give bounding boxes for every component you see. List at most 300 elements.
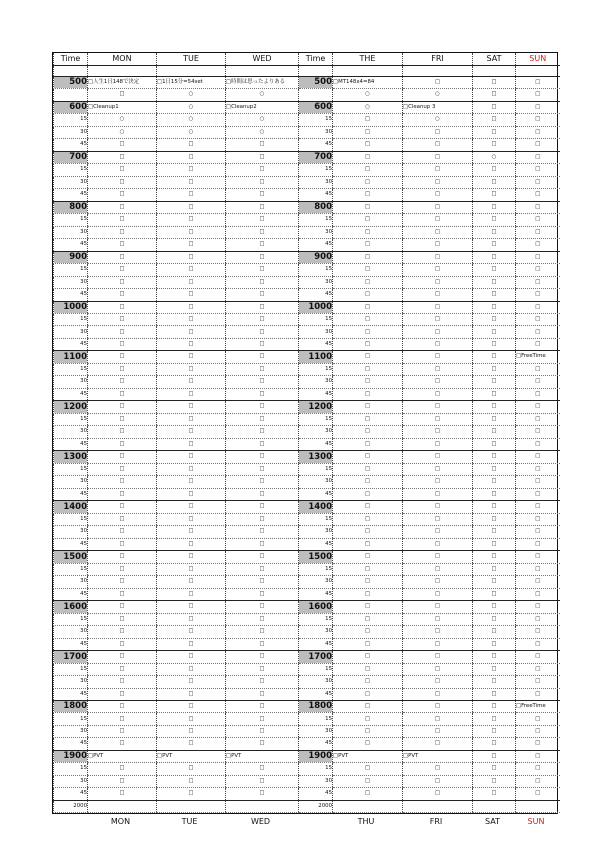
schedule-checkbox-cell[interactable]: □ bbox=[473, 101, 516, 113]
schedule-checkbox-cell[interactable]: □ bbox=[403, 264, 473, 276]
schedule-checkbox-cell[interactable]: □ bbox=[403, 289, 473, 301]
schedule-checkbox-cell[interactable]: □ bbox=[333, 676, 403, 688]
schedule-checkbox-cell[interactable]: □ bbox=[226, 164, 299, 176]
schedule-checkbox-cell[interactable]: □ bbox=[403, 351, 473, 363]
schedule-checkbox-cell[interactable]: □ bbox=[403, 588, 473, 600]
schedule-checkbox-cell[interactable]: □ bbox=[473, 401, 516, 413]
schedule-checkbox-cell[interactable]: ○ bbox=[226, 89, 299, 101]
schedule-checkbox-cell[interactable]: □ bbox=[88, 613, 157, 625]
schedule-checkbox-cell[interactable]: □ bbox=[88, 338, 157, 350]
schedule-checkbox-cell[interactable]: □FreeTime bbox=[516, 351, 560, 363]
schedule-checkbox-cell[interactable]: □ bbox=[333, 313, 403, 325]
schedule-checkbox-cell[interactable]: □ bbox=[157, 551, 226, 563]
schedule-checkbox-cell[interactable]: □ bbox=[157, 576, 226, 588]
schedule-checkbox-cell[interactable]: □ bbox=[516, 651, 560, 663]
schedule-checkbox-cell[interactable]: □ bbox=[88, 488, 157, 500]
schedule-checkbox-cell[interactable]: □ bbox=[333, 626, 403, 638]
schedule-checkbox-cell[interactable]: □ bbox=[88, 738, 157, 750]
schedule-checkbox-cell[interactable]: □ bbox=[88, 164, 157, 176]
schedule-checkbox-cell[interactable]: □ bbox=[333, 551, 403, 563]
schedule-checkbox-cell[interactable]: □ bbox=[157, 301, 226, 313]
schedule-checkbox-cell[interactable]: □ bbox=[403, 775, 473, 787]
schedule-checkbox-cell[interactable]: □ bbox=[473, 214, 516, 226]
schedule-checkbox-cell[interactable]: □ bbox=[88, 451, 157, 463]
schedule-checkbox-cell[interactable]: □ bbox=[473, 413, 516, 425]
schedule-checkbox-cell[interactable]: □ bbox=[473, 601, 516, 613]
schedule-checkbox-cell[interactable]: □ bbox=[333, 351, 403, 363]
schedule-checkbox-cell[interactable]: □ bbox=[333, 151, 403, 163]
schedule-checkbox-cell[interactable]: □ bbox=[157, 438, 226, 450]
schedule-checkbox-cell[interactable]: □ bbox=[88, 376, 157, 388]
schedule-checkbox-cell[interactable]: □ bbox=[88, 538, 157, 550]
schedule-checkbox-cell[interactable]: □MT148x4=84 bbox=[333, 76, 403, 88]
schedule-checkbox-cell[interactable]: □ bbox=[226, 176, 299, 188]
schedule-checkbox-cell[interactable]: □ bbox=[473, 563, 516, 575]
schedule-checkbox-cell[interactable]: □ bbox=[473, 651, 516, 663]
schedule-checkbox-cell[interactable]: □PVT bbox=[88, 750, 157, 762]
schedule-checkbox-cell[interactable]: □ bbox=[473, 426, 516, 438]
schedule-checkbox-cell[interactable]: □ bbox=[157, 676, 226, 688]
schedule-checkbox-cell[interactable]: □ bbox=[473, 264, 516, 276]
schedule-checkbox-cell[interactable]: □ bbox=[333, 526, 403, 538]
schedule-checkbox-cell[interactable]: □ bbox=[88, 326, 157, 338]
schedule-checkbox-cell[interactable]: □ bbox=[226, 438, 299, 450]
schedule-checkbox-cell[interactable]: □ bbox=[333, 538, 403, 550]
schedule-checkbox-cell[interactable]: □ bbox=[157, 775, 226, 787]
schedule-checkbox-cell[interactable]: □PVT bbox=[333, 750, 403, 762]
schedule-checkbox-cell[interactable]: □ bbox=[226, 214, 299, 226]
schedule-checkbox-cell[interactable]: □ bbox=[88, 788, 157, 800]
schedule-checkbox-cell[interactable]: □ bbox=[226, 676, 299, 688]
schedule-checkbox-cell[interactable]: □ bbox=[516, 576, 560, 588]
schedule-checkbox-cell[interactable]: □ bbox=[473, 326, 516, 338]
schedule-checkbox-cell[interactable]: □ bbox=[473, 276, 516, 288]
schedule-checkbox-cell[interactable]: □ bbox=[333, 651, 403, 663]
schedule-checkbox-cell[interactable]: □ bbox=[473, 725, 516, 737]
schedule-checkbox-cell[interactable]: □ bbox=[226, 526, 299, 538]
schedule-checkbox-cell[interactable]: □ bbox=[157, 201, 226, 213]
schedule-checkbox-cell[interactable]: □ bbox=[403, 376, 473, 388]
schedule-checkbox-cell[interactable]: □ bbox=[88, 401, 157, 413]
schedule-checkbox-cell[interactable]: □ bbox=[226, 226, 299, 238]
schedule-checkbox-cell[interactable]: □ bbox=[333, 413, 403, 425]
schedule-checkbox-cell[interactable]: □ bbox=[516, 239, 560, 251]
schedule-checkbox-cell[interactable]: □ bbox=[403, 476, 473, 488]
schedule-checkbox-cell[interactable]: □ bbox=[88, 226, 157, 238]
schedule-checkbox-cell[interactable]: ○ bbox=[226, 114, 299, 126]
schedule-checkbox-cell[interactable]: □ bbox=[157, 638, 226, 650]
schedule-checkbox-cell[interactable]: □ bbox=[473, 226, 516, 238]
schedule-checkbox-cell[interactable]: □ bbox=[403, 226, 473, 238]
schedule-checkbox-cell[interactable]: ○ bbox=[333, 101, 403, 113]
schedule-checkbox-cell[interactable]: □ bbox=[157, 388, 226, 400]
schedule-checkbox-cell[interactable]: □ bbox=[88, 638, 157, 650]
schedule-checkbox-cell[interactable]: □ bbox=[516, 526, 560, 538]
schedule-checkbox-cell[interactable]: □ bbox=[333, 713, 403, 725]
schedule-checkbox-cell[interactable]: □ bbox=[516, 276, 560, 288]
schedule-checkbox-cell[interactable]: □ bbox=[516, 426, 560, 438]
schedule-checkbox-cell[interactable]: □ bbox=[88, 301, 157, 313]
schedule-checkbox-cell[interactable]: □ bbox=[473, 551, 516, 563]
schedule-checkbox-cell[interactable]: □ bbox=[516, 551, 560, 563]
schedule-checkbox-cell[interactable]: □ bbox=[473, 576, 516, 588]
schedule-checkbox-cell[interactable]: □ bbox=[403, 326, 473, 338]
schedule-checkbox-cell[interactable]: □ bbox=[516, 289, 560, 301]
schedule-checkbox-cell[interactable]: □ bbox=[516, 388, 560, 400]
schedule-checkbox-cell[interactable]: □ bbox=[226, 426, 299, 438]
schedule-checkbox-cell[interactable]: □ bbox=[226, 501, 299, 513]
schedule-checkbox-cell[interactable]: □ bbox=[157, 763, 226, 775]
schedule-checkbox-cell[interactable]: □ bbox=[473, 676, 516, 688]
schedule-checkbox-cell[interactable]: □ bbox=[516, 538, 560, 550]
schedule-checkbox-cell[interactable]: □ bbox=[333, 613, 403, 625]
schedule-checkbox-cell[interactable]: □ bbox=[473, 663, 516, 675]
schedule-checkbox-cell[interactable]: □ bbox=[403, 551, 473, 563]
schedule-checkbox-cell[interactable]: □ bbox=[516, 164, 560, 176]
schedule-checkbox-cell[interactable]: □ bbox=[516, 588, 560, 600]
schedule-checkbox-cell[interactable]: □ bbox=[473, 301, 516, 313]
schedule-checkbox-cell[interactable]: □ bbox=[157, 688, 226, 700]
schedule-checkbox-cell[interactable]: □ bbox=[226, 401, 299, 413]
schedule-checkbox-cell[interactable]: □ bbox=[403, 725, 473, 737]
schedule-checkbox-cell[interactable]: □ bbox=[403, 201, 473, 213]
schedule-checkbox-cell[interactable]: □ bbox=[403, 151, 473, 163]
schedule-checkbox-cell[interactable]: □ bbox=[88, 351, 157, 363]
schedule-checkbox-cell[interactable]: □ bbox=[473, 701, 516, 713]
schedule-checkbox-cell[interactable]: □ bbox=[88, 214, 157, 226]
schedule-checkbox-cell[interactable]: □ bbox=[403, 463, 473, 475]
schedule-checkbox-cell[interactable]: □ bbox=[333, 576, 403, 588]
schedule-checkbox-cell[interactable]: □ bbox=[88, 501, 157, 513]
schedule-checkbox-cell[interactable]: □ bbox=[333, 438, 403, 450]
schedule-checkbox-cell[interactable]: □ bbox=[157, 276, 226, 288]
schedule-checkbox-cell[interactable]: □ bbox=[226, 326, 299, 338]
schedule-checkbox-cell[interactable]: □ bbox=[333, 251, 403, 263]
schedule-checkbox-cell[interactable]: □ bbox=[157, 426, 226, 438]
schedule-checkbox-cell[interactable]: □ bbox=[516, 775, 560, 787]
schedule-checkbox-cell[interactable]: □ bbox=[226, 713, 299, 725]
schedule-checkbox-cell[interactable]: □ bbox=[88, 151, 157, 163]
schedule-checkbox-cell[interactable]: □ bbox=[157, 501, 226, 513]
schedule-checkbox-cell[interactable]: □ bbox=[473, 176, 516, 188]
schedule-checkbox-cell[interactable]: □ bbox=[516, 638, 560, 650]
schedule-checkbox-cell[interactable]: □ bbox=[403, 251, 473, 263]
schedule-checkbox-cell[interactable]: □ bbox=[88, 601, 157, 613]
schedule-checkbox-cell[interactable]: □ bbox=[157, 476, 226, 488]
schedule-checkbox-cell[interactable]: □ bbox=[226, 251, 299, 263]
schedule-checkbox-cell[interactable]: □ bbox=[88, 176, 157, 188]
schedule-checkbox-cell[interactable]: □ bbox=[516, 139, 560, 151]
schedule-checkbox-cell[interactable]: □ bbox=[473, 438, 516, 450]
schedule-checkbox-cell[interactable]: □ bbox=[403, 613, 473, 625]
schedule-checkbox-cell[interactable]: □時間は思ったよりある bbox=[226, 76, 299, 88]
schedule-checkbox-cell[interactable]: □ bbox=[226, 576, 299, 588]
schedule-checkbox-cell[interactable]: □ bbox=[403, 526, 473, 538]
schedule-checkbox-cell[interactable]: □ bbox=[226, 301, 299, 313]
schedule-checkbox-cell[interactable]: □ bbox=[516, 151, 560, 163]
schedule-checkbox-cell[interactable]: □ bbox=[516, 713, 560, 725]
schedule-checkbox-cell[interactable]: □ bbox=[516, 126, 560, 138]
schedule-checkbox-cell[interactable]: □PVT bbox=[403, 750, 473, 762]
schedule-checkbox-cell[interactable]: □ bbox=[157, 526, 226, 538]
schedule-checkbox-cell[interactable]: □ bbox=[473, 513, 516, 525]
schedule-checkbox-cell[interactable]: □ bbox=[157, 663, 226, 675]
schedule-checkbox-cell[interactable]: □ bbox=[157, 338, 226, 350]
schedule-checkbox-cell[interactable]: □ bbox=[226, 488, 299, 500]
schedule-checkbox-cell[interactable]: □ bbox=[333, 638, 403, 650]
schedule-checkbox-cell[interactable]: □ bbox=[403, 76, 473, 88]
schedule-checkbox-cell[interactable]: □ bbox=[88, 139, 157, 151]
schedule-checkbox-cell[interactable]: □ bbox=[403, 388, 473, 400]
schedule-checkbox-cell[interactable]: □ bbox=[333, 326, 403, 338]
schedule-checkbox-cell[interactable]: □ bbox=[157, 313, 226, 325]
schedule-checkbox-cell[interactable]: □ bbox=[403, 488, 473, 500]
schedule-checkbox-cell[interactable]: □ bbox=[473, 351, 516, 363]
schedule-checkbox-cell[interactable]: □ bbox=[516, 725, 560, 737]
schedule-checkbox-cell[interactable]: □ bbox=[157, 151, 226, 163]
schedule-checkbox-cell[interactable]: □ bbox=[403, 788, 473, 800]
schedule-checkbox-cell[interactable]: □ bbox=[516, 114, 560, 126]
schedule-checkbox-cell[interactable]: □ bbox=[403, 688, 473, 700]
schedule-checkbox-cell[interactable]: □ bbox=[333, 563, 403, 575]
schedule-checkbox-cell[interactable]: □ bbox=[473, 626, 516, 638]
schedule-checkbox-cell[interactable]: □ bbox=[333, 588, 403, 600]
schedule-checkbox-cell[interactable]: □ bbox=[333, 788, 403, 800]
schedule-checkbox-cell[interactable]: □ bbox=[403, 651, 473, 663]
schedule-checkbox-cell[interactable]: □ bbox=[473, 126, 516, 138]
schedule-checkbox-cell[interactable]: □ bbox=[88, 413, 157, 425]
schedule-checkbox-cell[interactable]: □ bbox=[88, 626, 157, 638]
schedule-checkbox-cell[interactable]: □ bbox=[157, 401, 226, 413]
schedule-checkbox-cell[interactable]: □ bbox=[516, 501, 560, 513]
schedule-checkbox-cell[interactable]: □ bbox=[157, 413, 226, 425]
schedule-checkbox-cell[interactable]: □ bbox=[333, 139, 403, 151]
schedule-checkbox-cell[interactable]: □ bbox=[226, 738, 299, 750]
schedule-checkbox-cell[interactable]: □ bbox=[333, 114, 403, 126]
schedule-checkbox-cell[interactable]: □ bbox=[157, 214, 226, 226]
schedule-checkbox-cell[interactable]: □ bbox=[516, 338, 560, 350]
schedule-checkbox-cell[interactable]: □ bbox=[473, 139, 516, 151]
schedule-checkbox-cell[interactable]: ○ bbox=[157, 114, 226, 126]
schedule-checkbox-cell[interactable]: □ bbox=[333, 451, 403, 463]
schedule-checkbox-cell[interactable]: □PVT bbox=[226, 750, 299, 762]
schedule-checkbox-cell[interactable]: □ bbox=[516, 201, 560, 213]
schedule-checkbox-cell[interactable]: □ bbox=[226, 239, 299, 251]
schedule-checkbox-cell[interactable]: □ bbox=[333, 763, 403, 775]
schedule-checkbox-cell[interactable]: □ bbox=[333, 363, 403, 375]
schedule-checkbox-cell[interactable]: □ bbox=[88, 276, 157, 288]
schedule-checkbox-cell[interactable]: □ bbox=[226, 413, 299, 425]
schedule-checkbox-cell[interactable]: □ bbox=[403, 538, 473, 550]
schedule-checkbox-cell[interactable]: ○ bbox=[403, 89, 473, 101]
schedule-checkbox-cell[interactable]: □ bbox=[226, 151, 299, 163]
schedule-checkbox-cell[interactable]: □ bbox=[333, 176, 403, 188]
schedule-checkbox-cell[interactable]: □ bbox=[88, 463, 157, 475]
schedule-checkbox-cell[interactable]: □ bbox=[516, 563, 560, 575]
schedule-checkbox-cell[interactable]: □ bbox=[333, 401, 403, 413]
schedule-checkbox-cell[interactable]: ○ bbox=[88, 126, 157, 138]
schedule-checkbox-cell[interactable]: □ bbox=[403, 126, 473, 138]
schedule-checkbox-cell[interactable]: □ bbox=[157, 164, 226, 176]
schedule-checkbox-cell[interactable]: □ bbox=[88, 239, 157, 251]
schedule-checkbox-cell[interactable]: □ bbox=[157, 139, 226, 151]
schedule-checkbox-cell[interactable]: □ bbox=[403, 713, 473, 725]
schedule-checkbox-cell[interactable]: □ bbox=[226, 276, 299, 288]
schedule-checkbox-cell[interactable]: □ bbox=[473, 89, 516, 101]
schedule-checkbox-cell[interactable]: □ bbox=[403, 164, 473, 176]
schedule-checkbox-cell[interactable]: □ bbox=[473, 338, 516, 350]
schedule-checkbox-cell[interactable]: □ bbox=[516, 613, 560, 625]
schedule-checkbox-cell[interactable]: □ bbox=[333, 126, 403, 138]
schedule-checkbox-cell[interactable]: ○ bbox=[88, 114, 157, 126]
schedule-checkbox-cell[interactable]: □ bbox=[516, 451, 560, 463]
schedule-checkbox-cell[interactable]: □ bbox=[226, 775, 299, 787]
schedule-checkbox-cell[interactable]: □ bbox=[473, 189, 516, 201]
schedule-checkbox-cell[interactable]: □ bbox=[516, 189, 560, 201]
schedule-checkbox-cell[interactable]: □ bbox=[333, 189, 403, 201]
schedule-checkbox-cell[interactable]: □ bbox=[473, 251, 516, 263]
schedule-checkbox-cell[interactable]: □ bbox=[226, 663, 299, 675]
schedule-checkbox-cell[interactable]: □ bbox=[403, 738, 473, 750]
schedule-checkbox-cell[interactable]: □ bbox=[88, 651, 157, 663]
schedule-checkbox-cell[interactable]: ○ bbox=[226, 126, 299, 138]
schedule-checkbox-cell[interactable]: □ bbox=[88, 576, 157, 588]
schedule-checkbox-cell[interactable]: □ bbox=[403, 313, 473, 325]
schedule-checkbox-cell[interactable]: □ bbox=[516, 376, 560, 388]
schedule-checkbox-cell[interactable]: □ bbox=[403, 401, 473, 413]
schedule-checkbox-cell[interactable]: ○ bbox=[473, 151, 516, 163]
schedule-checkbox-cell[interactable]: □ bbox=[333, 239, 403, 251]
schedule-checkbox-cell[interactable]: □ bbox=[226, 451, 299, 463]
schedule-checkbox-cell[interactable]: □ bbox=[473, 638, 516, 650]
schedule-checkbox-cell[interactable]: □ bbox=[333, 488, 403, 500]
schedule-checkbox-cell[interactable]: □ bbox=[333, 388, 403, 400]
schedule-checkbox-cell[interactable]: ○ bbox=[333, 89, 403, 101]
schedule-checkbox-cell[interactable]: □ bbox=[516, 101, 560, 113]
schedule-checkbox-cell[interactable]: □ bbox=[88, 688, 157, 700]
schedule-checkbox-cell[interactable]: □ bbox=[226, 638, 299, 650]
schedule-checkbox-cell[interactable]: □ bbox=[473, 76, 516, 88]
schedule-checkbox-cell[interactable]: □ bbox=[226, 313, 299, 325]
schedule-checkbox-cell[interactable]: □ bbox=[226, 588, 299, 600]
schedule-checkbox-cell[interactable]: □ bbox=[333, 201, 403, 213]
schedule-checkbox-cell[interactable]: □ bbox=[88, 313, 157, 325]
schedule-checkbox-cell[interactable]: □ bbox=[88, 763, 157, 775]
schedule-checkbox-cell[interactable]: □ bbox=[516, 214, 560, 226]
schedule-checkbox-cell[interactable]: □ bbox=[403, 139, 473, 151]
schedule-checkbox-cell[interactable]: □FreeTime bbox=[516, 701, 560, 713]
schedule-checkbox-cell[interactable]: □ bbox=[473, 313, 516, 325]
schedule-checkbox-cell[interactable]: □ bbox=[226, 601, 299, 613]
schedule-checkbox-cell[interactable]: □ bbox=[473, 239, 516, 251]
schedule-checkbox-cell[interactable]: □ bbox=[226, 788, 299, 800]
schedule-checkbox-cell[interactable]: □ bbox=[88, 676, 157, 688]
schedule-checkbox-cell[interactable]: □ bbox=[226, 563, 299, 575]
schedule-checkbox-cell[interactable]: □ bbox=[516, 176, 560, 188]
schedule-checkbox-cell[interactable]: □ bbox=[333, 376, 403, 388]
schedule-checkbox-cell[interactable]: □ bbox=[88, 438, 157, 450]
schedule-checkbox-cell[interactable]: □ bbox=[157, 376, 226, 388]
schedule-checkbox-cell[interactable]: □ bbox=[157, 251, 226, 263]
schedule-checkbox-cell[interactable]: □ bbox=[226, 463, 299, 475]
schedule-checkbox-cell[interactable]: □ bbox=[516, 476, 560, 488]
schedule-checkbox-cell[interactable]: □ bbox=[516, 226, 560, 238]
schedule-checkbox-cell[interactable]: □ bbox=[516, 788, 560, 800]
schedule-checkbox-cell[interactable]: □ bbox=[333, 463, 403, 475]
schedule-checkbox-cell[interactable]: □ bbox=[473, 788, 516, 800]
schedule-checkbox-cell[interactable]: □Cleanup 3 bbox=[403, 101, 473, 113]
schedule-checkbox-cell[interactable]: □ bbox=[157, 326, 226, 338]
schedule-checkbox-cell[interactable]: □ bbox=[403, 438, 473, 450]
schedule-checkbox-cell[interactable]: □ bbox=[157, 363, 226, 375]
schedule-checkbox-cell[interactable]: □ bbox=[226, 725, 299, 737]
schedule-checkbox-cell[interactable]: □ bbox=[403, 638, 473, 650]
schedule-checkbox-cell[interactable]: □ bbox=[88, 663, 157, 675]
schedule-checkbox-cell[interactable]: □ bbox=[333, 688, 403, 700]
schedule-checkbox-cell[interactable]: □ bbox=[516, 763, 560, 775]
schedule-checkbox-cell[interactable]: □ bbox=[473, 526, 516, 538]
schedule-checkbox-cell[interactable]: □ bbox=[88, 264, 157, 276]
schedule-checkbox-cell[interactable]: □ bbox=[516, 676, 560, 688]
schedule-checkbox-cell[interactable]: □ bbox=[226, 476, 299, 488]
schedule-checkbox-cell[interactable]: □ bbox=[157, 513, 226, 525]
schedule-checkbox-cell[interactable]: □ bbox=[516, 688, 560, 700]
schedule-checkbox-cell[interactable]: □ bbox=[473, 501, 516, 513]
schedule-checkbox-cell[interactable]: □ bbox=[403, 176, 473, 188]
schedule-checkbox-cell[interactable]: □Cleanup2 bbox=[226, 101, 299, 113]
schedule-checkbox-cell[interactable]: □ bbox=[473, 164, 516, 176]
schedule-checkbox-cell[interactable]: ○ bbox=[157, 101, 226, 113]
schedule-checkbox-cell[interactable]: □Cleanup1 bbox=[88, 101, 157, 113]
schedule-checkbox-cell[interactable]: □ bbox=[333, 501, 403, 513]
schedule-checkbox-cell[interactable]: □ bbox=[403, 626, 473, 638]
schedule-checkbox-cell[interactable]: □ bbox=[473, 763, 516, 775]
schedule-checkbox-cell[interactable]: □ bbox=[157, 651, 226, 663]
schedule-checkbox-cell[interactable]: □ bbox=[88, 189, 157, 201]
schedule-checkbox-cell[interactable]: □ bbox=[403, 451, 473, 463]
schedule-checkbox-cell[interactable]: □ bbox=[157, 601, 226, 613]
schedule-checkbox-cell[interactable]: □ bbox=[473, 613, 516, 625]
schedule-checkbox-cell[interactable]: □ bbox=[516, 438, 560, 450]
schedule-checkbox-cell[interactable]: □ bbox=[333, 775, 403, 787]
schedule-checkbox-cell[interactable]: □ bbox=[88, 588, 157, 600]
schedule-checkbox-cell[interactable]: □ bbox=[226, 538, 299, 550]
schedule-checkbox-cell[interactable]: □ bbox=[88, 701, 157, 713]
schedule-checkbox-cell[interactable]: □ bbox=[226, 763, 299, 775]
schedule-checkbox-cell[interactable]: □ bbox=[403, 763, 473, 775]
schedule-checkbox-cell[interactable]: □ bbox=[157, 488, 226, 500]
schedule-checkbox-cell[interactable]: □ bbox=[403, 663, 473, 675]
schedule-checkbox-cell[interactable]: □ bbox=[157, 725, 226, 737]
schedule-checkbox-cell[interactable]: ○ bbox=[157, 126, 226, 138]
schedule-checkbox-cell[interactable]: □ bbox=[333, 738, 403, 750]
schedule-checkbox-cell[interactable]: □ bbox=[473, 775, 516, 787]
schedule-checkbox-cell[interactable]: □ bbox=[473, 388, 516, 400]
schedule-checkbox-cell[interactable]: □ bbox=[516, 251, 560, 263]
schedule-checkbox-cell[interactable]: □ bbox=[157, 226, 226, 238]
schedule-checkbox-cell[interactable]: □ bbox=[226, 189, 299, 201]
schedule-checkbox-cell[interactable]: □ bbox=[333, 476, 403, 488]
schedule-checkbox-cell[interactable]: □ bbox=[157, 239, 226, 251]
schedule-checkbox-cell[interactable]: □ bbox=[333, 164, 403, 176]
schedule-checkbox-cell[interactable]: □ bbox=[88, 426, 157, 438]
schedule-checkbox-cell[interactable]: □ bbox=[516, 401, 560, 413]
schedule-checkbox-cell[interactable]: □ bbox=[473, 201, 516, 213]
schedule-checkbox-cell[interactable]: □ bbox=[157, 538, 226, 550]
schedule-checkbox-cell[interactable]: □ bbox=[226, 551, 299, 563]
schedule-checkbox-cell[interactable]: □ bbox=[473, 376, 516, 388]
schedule-checkbox-cell[interactable]: □ bbox=[157, 264, 226, 276]
